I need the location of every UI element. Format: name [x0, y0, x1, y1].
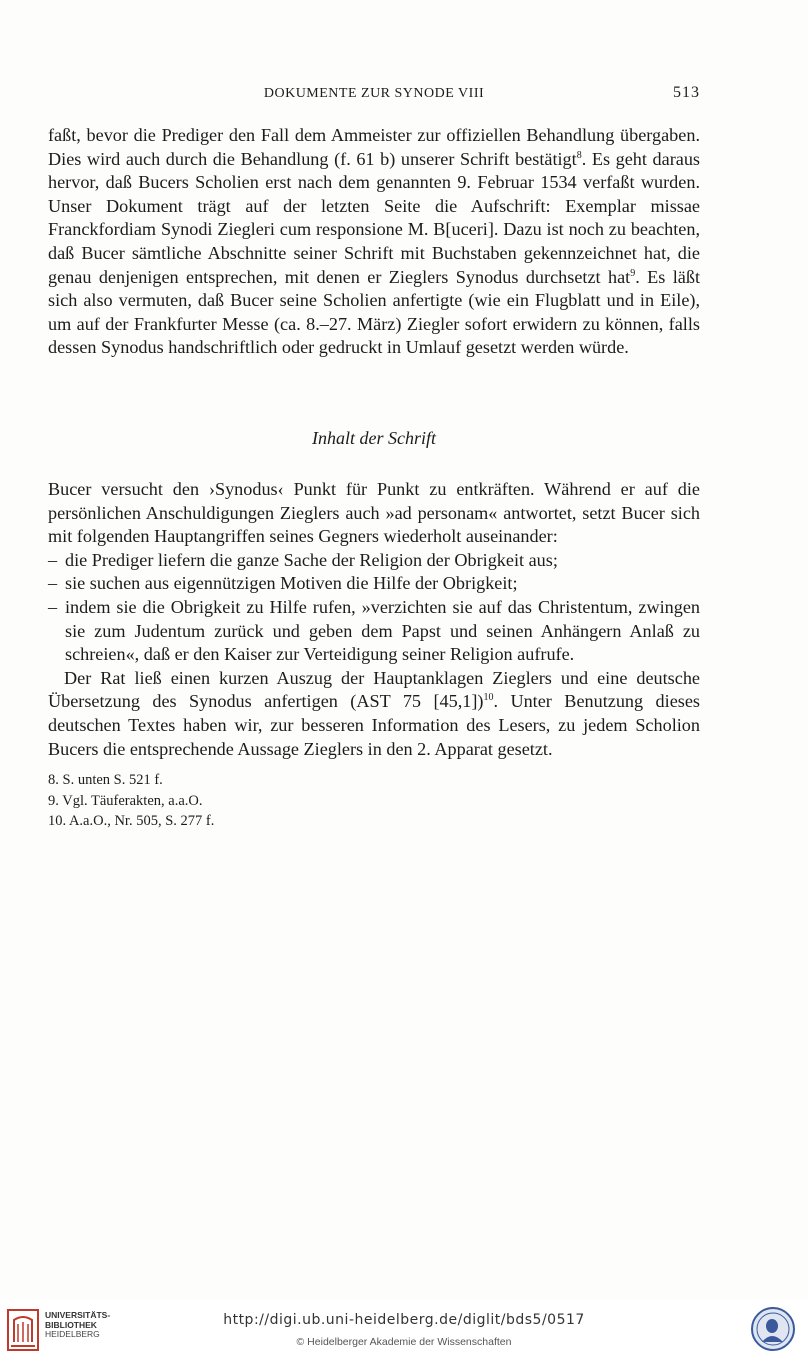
list-item-text: die Prediger liefern die ganze Sache der Religion der Obrigkeit aus; — [65, 549, 558, 570]
paragraph-2-intro: Bucer versucht den ›Synodus‹ Punkt für Punkt zu entkräften. Während er auf die persönlichen Anschuldigungen Zieglers auch »ad personam« antwortet, setzt Bucer sich mit folgenden Hauptangriffen seines Gegners wiederholt auseinander: — [48, 479, 700, 547]
list-item-text: sie suchen aus eigennützigen Motiven die Hilfe der Obrigkeit; — [65, 573, 518, 594]
list-item — [48, 596, 700, 667]
footnote-8: 8. S. unten S. 521 f. — [48, 772, 163, 788]
paragraph-1 — [48, 124, 700, 360]
paragraph-content-summary — [48, 478, 700, 761]
document-url-link[interactable]: http://digi.ub.uni-heidelberg.de/diglit/bds5/0517 — [223, 1312, 585, 1328]
list-dash: – — [48, 573, 58, 594]
copyright-text: © Heidelberger Akademie der Wissenschaften — [296, 1336, 512, 1348]
footnote-9: 9. Vgl. Täuferakten, a.a.O. — [48, 792, 203, 809]
closing-text-a: Der Rat ließ einen kurzen Auszug der Hauptanklagen Zieglers und eine deutsche Übersetzung des Synodus anfertigen (AST 75 [45,1]) — [48, 667, 700, 712]
list-item-text: indem sie die Obrigkeit zu Hilfe rufen, »verzichten sie auf das Christentum, zwingen sie zum Judentum zurück und geben dem Papst und seinen Anhängern Anlaß zu schreien«, daß er den Kaiser zur Verteidigung seiner Religion aufrufe. — [65, 596, 700, 665]
list-dash: – — [48, 596, 58, 617]
paragraph-1-text-a: faßt, bevor die Prediger den Fall dem Ammeister zur offiziellen Behandlung übergaben. Dies wird auch durch die Behandlung (f. 61 b) unserer Schrift bestätigt — [48, 125, 700, 169]
section-heading: Inhalt der Schrift — [312, 428, 436, 448]
footnote-ref-8[interactable]: 8 — [576, 149, 582, 161]
paragraph-intro — [48, 124, 700, 360]
paragraph-1-text-c: . Es läßt sich also vermuten, daß Bucer seine Scholien anfertigte (wie ein Flugblatt und in Eile), um auf der Frankfurter Messe (ca. 8.–27. März) Ziegler sofort erwidern zu können, falls dessen Synodus handschriftlich oder gedruckt in Umlauf gesetzt werden würde. — [48, 266, 700, 358]
academy-seal-icon[interactable] — [750, 1306, 796, 1352]
footnote-ref-9[interactable]: 9 — [630, 267, 636, 279]
running-title: DOKUMENTE ZUR SYNODE VIII — [263, 86, 485, 101]
footnotes — [48, 770, 448, 832]
list-dash: – — [48, 549, 58, 570]
footnote-ref-10[interactable]: 10 — [483, 692, 494, 704]
paragraph-1-text-b: . Es geht daraus hervor, daß Bucers Scholien erst nach dem genannten 9. Februar 1534 verfaßt wurden. Unser Dokument trägt auf der letzten Seite die Aufschrift: Exemplar missae Franckfordiam Synodi Ziegleri cum responsione M. B[uceri]. Dazu ist noch zu beachten, daß Bucer sämtliche Abschnitte seiner Schrift mit Buchstaben gekennzeichnet hat, die genau denjenigen entsprechen, mit denen er Zieglers Synodus durchsetzt hat — [48, 148, 700, 287]
list-item — [48, 572, 700, 596]
footer-bar — [0, 1300, 808, 1358]
list-item — [48, 549, 700, 573]
footnote-10: 10. A.a.O., Nr. 505, S. 277 f. — [48, 813, 215, 829]
paragraph-2-closing — [48, 667, 700, 761]
running-header — [48, 86, 700, 108]
closing-text-b: . Unter Benutzung dieses deutschen Textes haben wir, zur besseren Information des Lesers, zu jedem Scholion Bucers die entsprechende Aussage Zieglers in den 2. Apparat gesetzt. — [48, 691, 700, 759]
library-line-2: BIBLIOTHEK — [45, 1319, 97, 1330]
library-line-3: HEIDELBERG — [45, 1329, 100, 1340]
library-line-1: UNIVERSITÄTS- — [45, 1310, 111, 1320]
page-number: 513 — [673, 84, 700, 101]
